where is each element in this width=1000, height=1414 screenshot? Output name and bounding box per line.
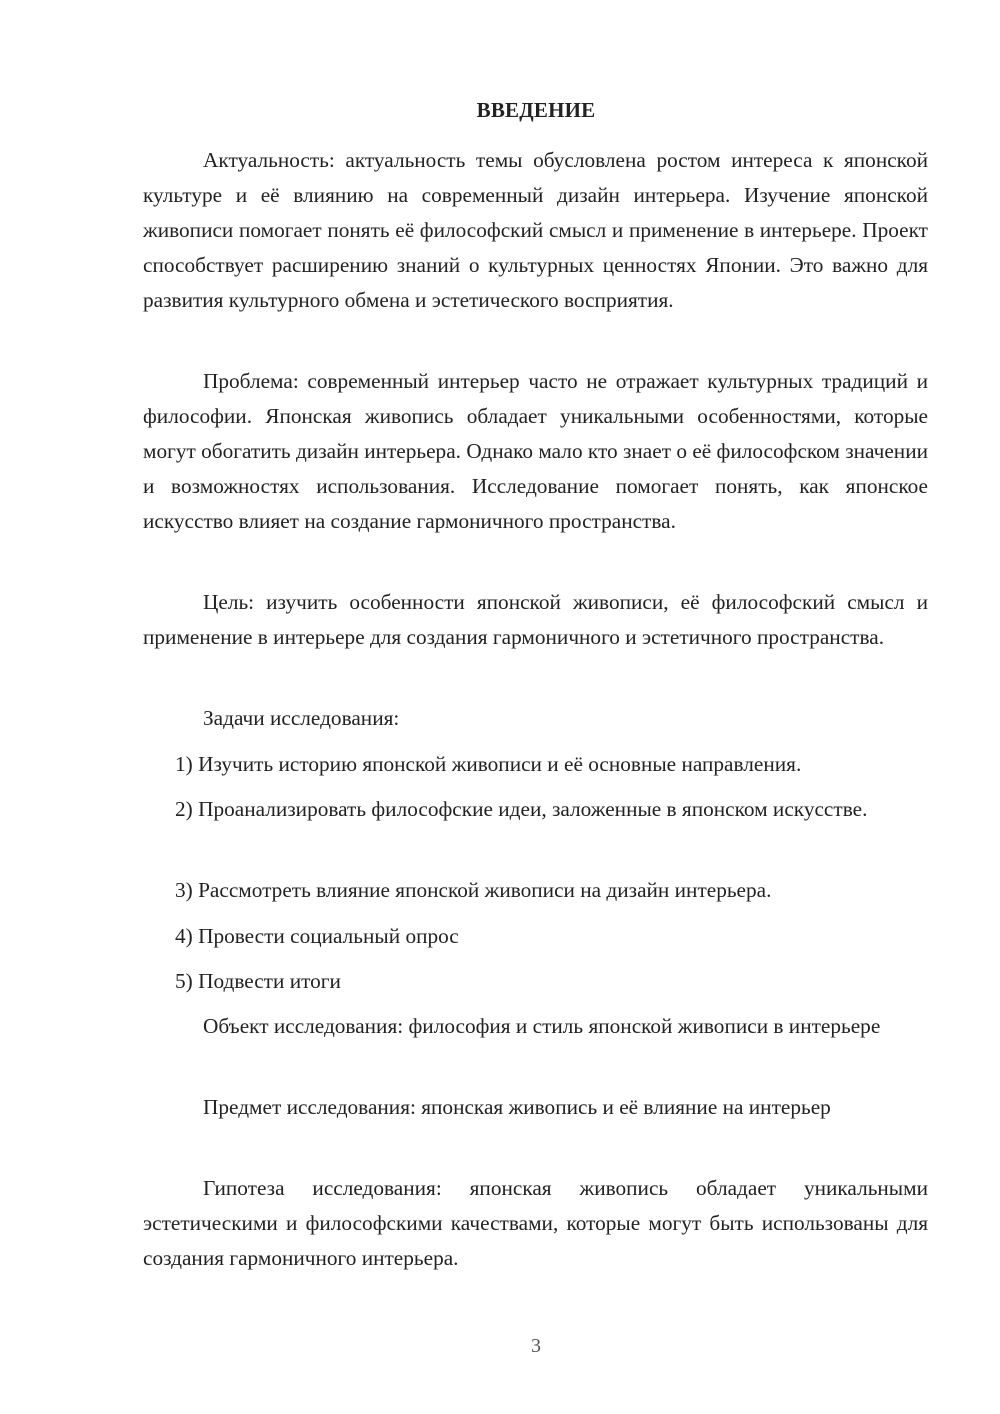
task-item: 5) Подвести итоги	[175, 969, 341, 993]
problem-paragraph: Проблема: современный интерьер часто не отражает культурных традиций и философии. Японская живопись обладает уникальными особенностями, которые могут обогатить дизайн интерьера. Однако мало кто знает о её философском значении и возможностях использования. Исследование помогает понять, как японское искусство влияет на создание гармоничного пространства.	[143, 369, 928, 533]
subject-paragraph: Предмет исследования: японская живопись и её влияние на интерьер	[203, 1095, 831, 1119]
task-item: 3) Рассмотреть влияние японской живописи на дизайн интерьера.	[175, 878, 772, 902]
relevance-paragraph: Актуальность: актуальность темы обусловлена ростом интереса к японской культуре и её влиянию на современный дизайн интерьера. Изучение японской живописи помогает понять её философский смысл и применение в интерьере. Проект способствует расширению знаний о культурных ценностях Японии. Это важно для развития культурного обмена и эстетического восприятия.	[143, 148, 928, 312]
task-item: 2) Проанализировать философские идеи, заложенные в японском искусстве.	[175, 797, 868, 821]
page-title: ВВЕДЕНИЕ	[476, 98, 596, 122]
tasks-heading: Задачи исследования:	[203, 706, 400, 730]
task-item: 1) Изучить историю японской живописи и её основные направления.	[175, 752, 802, 776]
task-item: 4) Провести социальный опрос	[175, 924, 459, 948]
goal-paragraph: Цель: изучить особенности японской живописи, её философский смысл и применение в интерьере для создания гармоничного и эстетичного пространства.	[143, 590, 928, 649]
object-paragraph: Объект исследования: философия и стиль японской живописи в интерьере	[203, 1014, 881, 1038]
page-number: 3	[531, 1335, 541, 1357]
hypothesis-paragraph: Гипотеза исследования: японская живопись обладает уникальными эстетическими и философскими качествами, которые могут быть использованы для создания гармоничного интерьера.	[143, 1176, 928, 1270]
